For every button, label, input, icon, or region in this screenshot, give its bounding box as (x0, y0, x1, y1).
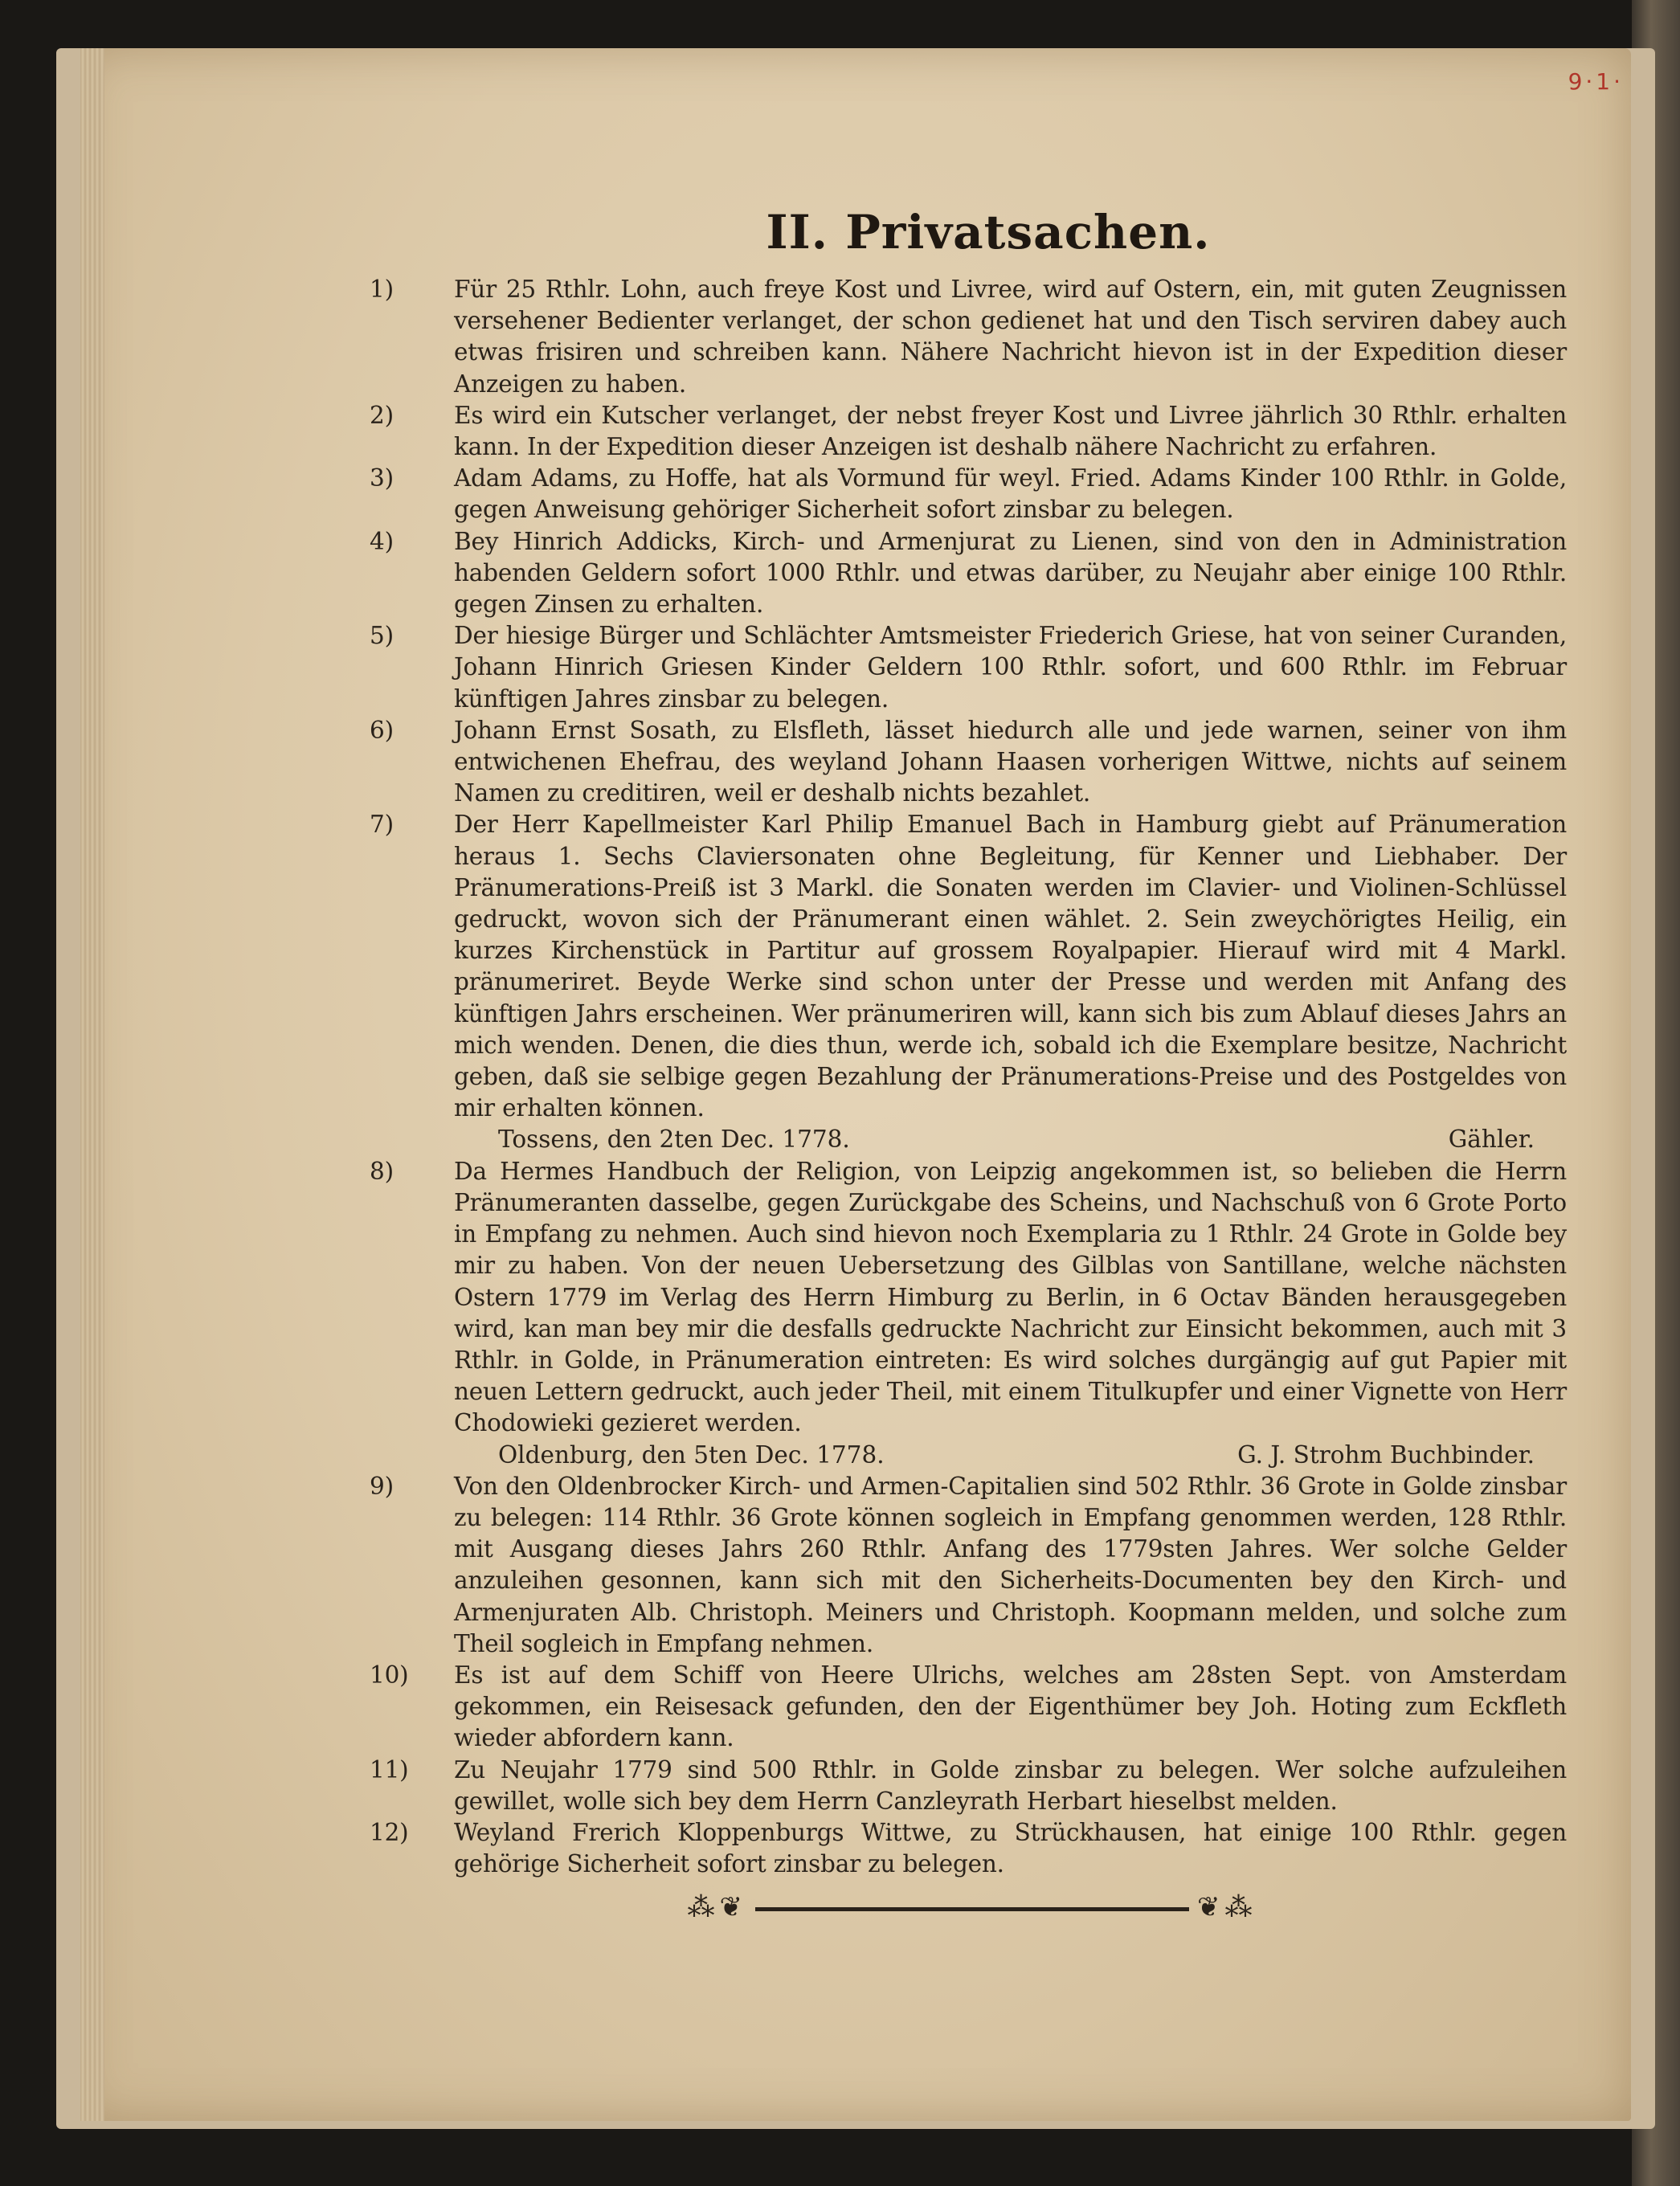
section-heading: II. Privatsachen. (766, 205, 1211, 259)
signature-place-date: Oldenburg, den 5ten Dec. 1778. (498, 1440, 885, 1469)
entry-number: 11) (370, 1755, 409, 1784)
page-edge (80, 48, 104, 2121)
entry-text: Zu Neujahr 1779 sind 500 Rthlr. in Golde zinsbar zu belegen. Wer solche aufzuleihen gewillet, wolle sich bey dem Herrn Canzleyrath Herbart hieselbst melden. (454, 1755, 1567, 1815)
entry-number: 6) (370, 716, 394, 744)
ornament-rule (755, 1907, 1189, 1911)
entry-number: 7) (370, 811, 394, 839)
entry-9 (370, 1471, 1567, 1660)
entry-text: Für 25 Rthlr. Lohn, auch freye Kost und Livree, wird auf Ostern, ein, mit guten Zeugnissen versehener Bedienter verlanget, der schon gedienet hat und den Tisch serviren dabey auch etwas frisiren und schreiben kann. Nähere Nachricht hievon ist in der Expedition dieser Anzeigen zu haben. (454, 276, 1567, 398)
entry-text: Es wird ein Kutscher verlanget, der nebst freyer Kost und Livree jährlich 30 Rthlr. erhalten kann. In der Expedition dieser Anzeigen ist deshalb nähere Nachricht zu erfahren. (454, 401, 1567, 461)
entry-number: 5) (370, 622, 394, 650)
ornament-left-icon: ⁂❦ (687, 1891, 747, 1924)
signature-line-8 (378, 1440, 1567, 1471)
signature-name: Gähler. (1448, 1126, 1535, 1154)
entry-number: 1) (370, 276, 394, 303)
entry-2 (370, 400, 1567, 463)
entry-1 (370, 274, 1567, 400)
entry-text: Der Herr Kapellmeister Karl Philip Emanuel Bach in Hamburg giebt auf Pränumeration heraus 1. Sechs Claviersonaten ohne Begleitung, für Kenner und Liebhaber. Der Pränumerations-Preiß ist 3 Markl. die Sonaten werden im Clavier- und Violinen-Schlüssel gedruckt, wovon sich der Pränumerant einen wählet. 2. Sein zweychörigtes Heilig, ein kurzes Kirchenstück in Partitur auf grossem Royalpapier. Hierauf wird mit 4 Markl. pränumeriret. Beyde Werke sind schon unter der Presse und werden mit Anfang des künftigen Jahrs erscheinen. Wer pränumeriren will, kann sich bis zum Ablauf dieses Jahrs an mich wenden. Denen, die dies thun, werde ich, sobald ich die Exemplare besitze, Nachricht geben, daß sie selbige gegen Bezahlung der Pränumerations-Preise und des Postgeldes von mir erhalten können. (454, 811, 1567, 1122)
entry-text: Adam Adams, zu Hoffe, hat als Vormund für weyl. Fried. Adams Kinder 100 Rthlr. in Golde, gegen Anweisung gehöriger Sicherheit sofort zinsbar zu belegen. (454, 464, 1567, 524)
entry-7 (370, 809, 1567, 1124)
signature-name: G. J. Strohm Buchbinder. (1237, 1440, 1535, 1469)
signature-place-date: Tossens, den 2ten Dec. 1778. (498, 1126, 850, 1154)
closing-ornament (378, 1891, 1567, 1923)
entry-number: 8) (370, 1157, 394, 1185)
entry-number: 4) (370, 527, 394, 555)
entry-4 (370, 526, 1567, 621)
corner-mark: 9·1· (1568, 68, 1624, 95)
entry-list (370, 274, 1567, 1880)
entry-number: 9) (370, 1472, 394, 1500)
entry-text: Es ist auf dem Schiff von Heere Ulrichs, welches am 28sten Sept. von Amsterdam gekommen, ein Reisesack gefunden, den der Eigenthümer bey Joh. Hoting zum Eckfleth wieder abfordern kann. (454, 1661, 1567, 1752)
entry-5 (370, 620, 1567, 715)
entry-text: Bey Hinrich Addicks, Kirch- und Armenjurat zu Lienen, sind von den in Administration habenden Geldern sofort 1000 Rthlr. und etwas darüber, zu Neujahr aber einige 100 Rthlr. gegen Zinsen zu erhalten. (454, 527, 1567, 619)
entry-number: 3) (370, 464, 394, 492)
entry-number: 2) (370, 401, 394, 429)
entry-3 (370, 463, 1567, 525)
entry-number: 12) (370, 1818, 409, 1846)
ornament-right-icon: ❦⁂ (1197, 1891, 1257, 1924)
entry-text: Johann Ernst Sosath, zu Elsfleth, lässet hiedurch alle und jede warnen, seiner von ihm entwichenen Ehefrau, des weyland Johann Haasen vorherigen Wittwe, nichts auf seinem Namen zu creditiren, weil er deshalb nichts bezahlet. (454, 716, 1567, 807)
entry-text: Der hiesige Bürger und Schlächter Amtsmeister Friederich Griese, hat von seiner Curanden, Johann Hinrich Griesen Kinder Geldern 100 Rthlr. sofort, und 600 Rthlr. im Februar künftigen Jahres zinsbar zu belegen. (454, 622, 1567, 713)
entry-12 (370, 1817, 1567, 1880)
entry-10 (370, 1660, 1567, 1755)
entry-6 (370, 715, 1567, 810)
entry-text: Da Hermes Handbuch der Religion, von Leipzig angekommen ist, so belieben die Herrn Pränumeranten dasselbe, gegen Zurückgabe des Scheins, und Nachschuß von 6 Grote Porto in Empfang zu nehmen. Auch sind hievon noch Exemplaria zu 1 Rthlr. 24 Grote in Golde bey mir zu haben. Von der neuen Uebersetzung des Gilblas von Santillane, welche nächsten Ostern 1779 im Verlag des Herrn Himburg zu Berlin, in 6 Octav Bänden herausgegeben wird, kan man bey mir die desfalls gedruckte Nachricht zur Einsicht bekommen, auch mit 3 Rthlr. in Golde, in Pränumeration eintreten: Es wird solches durgängig auf gut Papier mit neuen Lettern gedruckt, auch jeder Theil, mit einem Titulkupfer und einer Vignette von Herr Chodowieki gezieret werden. (454, 1157, 1567, 1437)
entry-text: Weyland Frerich Kloppenburgs Wittwe, zu Strückhausen, hat einige 100 Rthlr. gegen gehörige Sicherheit sofort zinsbar zu belegen. (454, 1818, 1567, 1878)
entry-text: Von den Oldenbrocker Kirch- und Armen-Capitalien sind 502 Rthlr. 36 Grote in Golde zinsbar zu belegen: 114 Rthlr. 36 Grote können sogleich in Empfang genommen werden, 128 Rthlr. mit Ausgang dieses Jahrs 260 Rthlr. Anfang des 1779sten Jahres. Wer solche Gelder anzuleihen gesonnen, kann sich mit den Sicherheits-Documenten bey den Kirch- und Armenjuraten Alb. Christoph. Meiners und Christoph. Koopmann melden, und solche zum Theil sogleich in Empfang nehmen. (454, 1472, 1567, 1657)
signature-line-7 (378, 1124, 1567, 1155)
page-content (370, 205, 1567, 1924)
entry-number: 10) (370, 1661, 409, 1689)
entry-8 (370, 1156, 1567, 1440)
entry-11 (370, 1755, 1567, 1817)
